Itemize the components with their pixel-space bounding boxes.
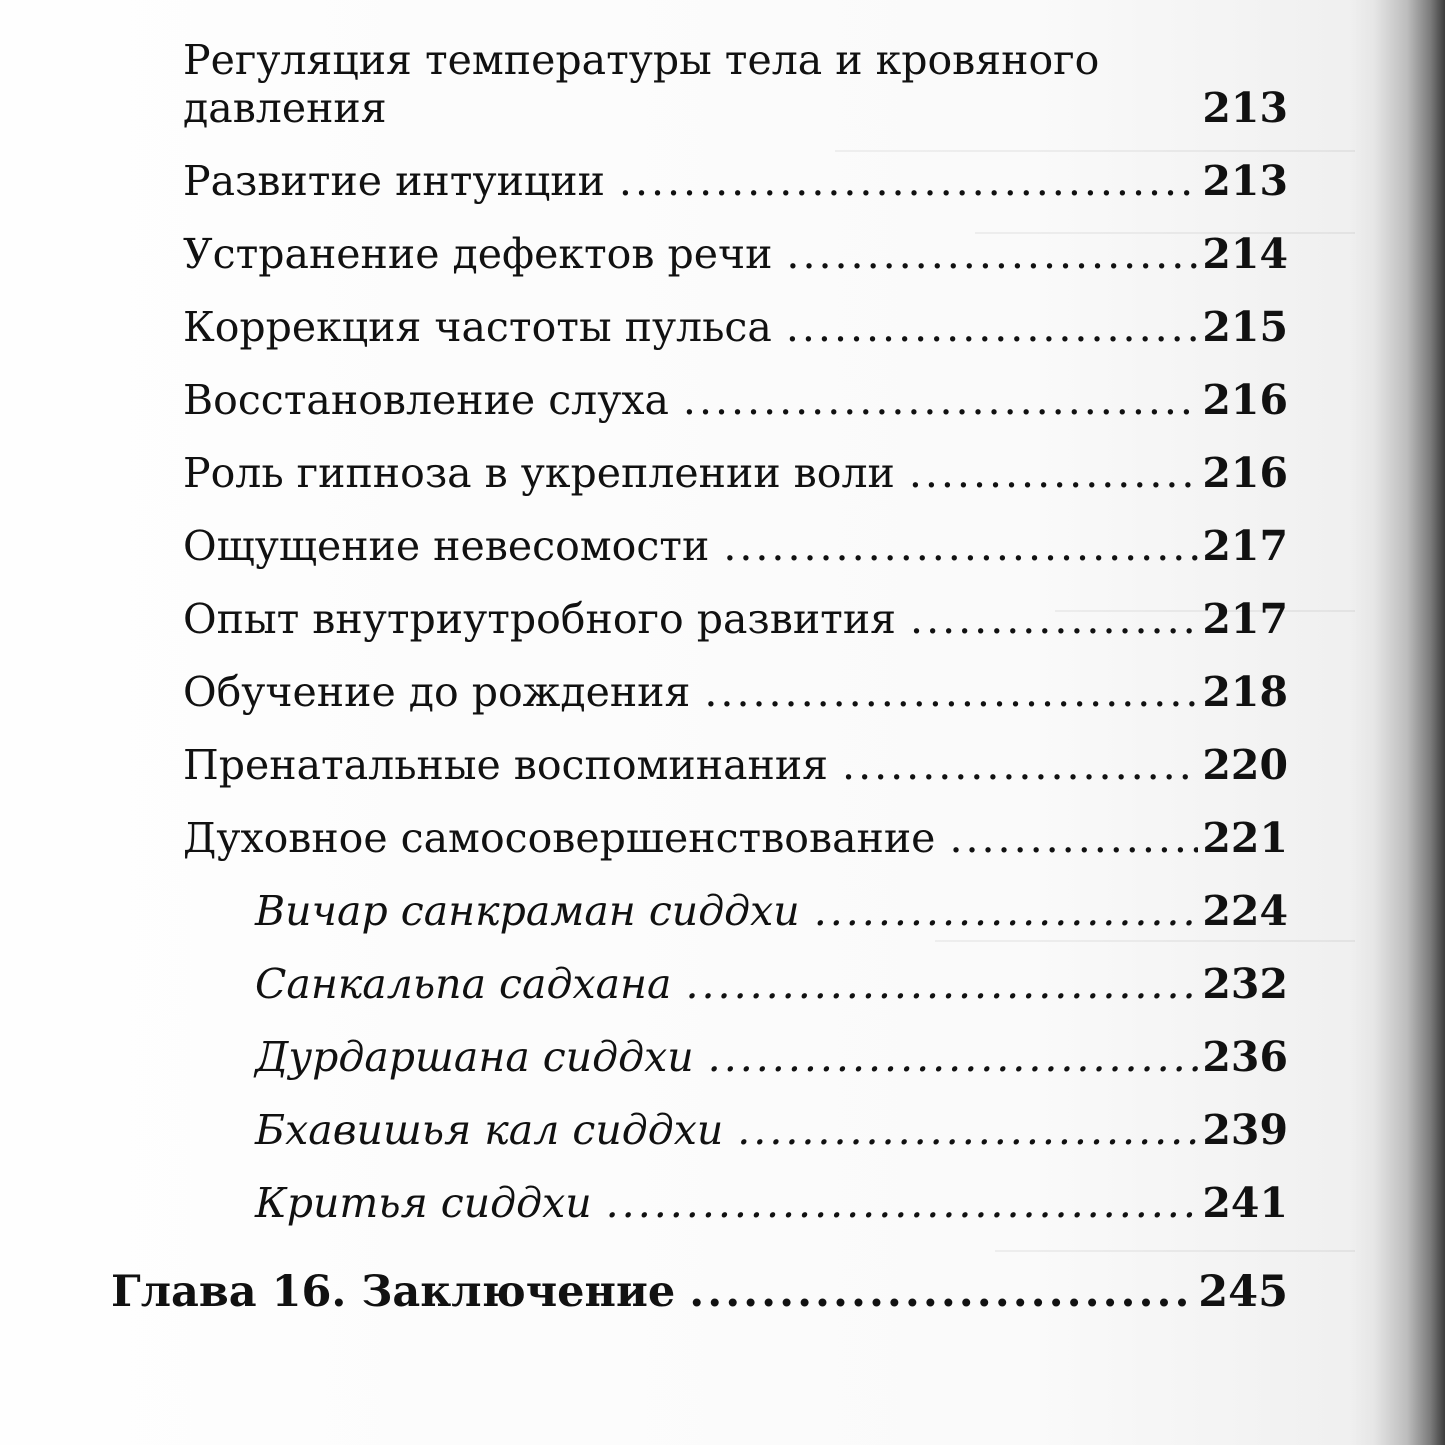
toc-entry-title: Устранение дефектов речи <box>183 230 773 278</box>
toc-subentry-page: 239 <box>1202 1106 1288 1154</box>
toc-subentry-title: Санкальпа садхана <box>255 960 672 1008</box>
toc-entry-page: 216 <box>1202 376 1288 424</box>
toc-entry[interactable] <box>183 157 1288 205</box>
toc-subentry-page: 232 <box>1202 960 1288 1008</box>
toc-entry-title: Ощущение невесомости <box>183 522 710 570</box>
toc-entry-page: 217 <box>1202 595 1288 643</box>
toc-entry-title: Духовное самосовершенствование <box>183 814 936 862</box>
toc-subentry-title: Дурдаршана сиддхи <box>255 1033 694 1081</box>
toc-entry[interactable] <box>183 376 1288 424</box>
toc-entry-title: Пренатальные воспоминания <box>183 741 829 789</box>
toc-entry-page: 213 <box>1202 84 1288 132</box>
dot-leader <box>949 818 1198 859</box>
toc-entry[interactable] <box>183 522 1288 570</box>
toc-entry-title-line2: давления <box>183 84 387 132</box>
toc-subentry[interactable] <box>183 887 1288 935</box>
toc-entry-page: 216 <box>1202 449 1288 497</box>
dot-leader <box>909 453 1199 494</box>
toc-subentry-page: 236 <box>1202 1033 1288 1081</box>
toc-subentry[interactable] <box>183 1179 1288 1227</box>
toc-subentry-title: Вичар санкраман сиддхи <box>255 887 800 935</box>
toc-entry[interactable] <box>183 595 1288 643</box>
toc-entry-title: Коррекция частоты пульса <box>183 303 772 351</box>
dot-leader <box>683 380 1198 421</box>
toc-entry-title: Восстановление слуха <box>183 376 669 424</box>
dot-leader <box>689 1272 1194 1313</box>
dot-leader <box>606 1183 1199 1224</box>
toc-entry-title-line1: Регуляция температуры тела и кровяного <box>183 36 1100 84</box>
toc-subentry[interactable] <box>183 1033 1288 1081</box>
toc-chapter-entry[interactable] <box>111 1267 1288 1317</box>
toc-entry-page: 217 <box>1202 522 1288 570</box>
dot-leader <box>723 526 1198 567</box>
toc-entry[interactable] <box>183 741 1288 789</box>
toc-chapter-page: 245 <box>1198 1267 1288 1317</box>
dot-leader <box>619 161 1198 202</box>
toc-entry-title: Опыт внутриутробного развития <box>183 595 897 643</box>
dot-leader <box>814 891 1199 932</box>
dot-leader <box>786 234 1198 275</box>
toc-entry-page: 220 <box>1202 741 1288 789</box>
toc-subentry[interactable] <box>183 960 1288 1008</box>
toc-entry-page: 215 <box>1202 303 1288 351</box>
dot-leader <box>786 307 1199 348</box>
toc-entry-title: Обучение до рождения <box>183 668 691 716</box>
toc-chapter-title: Глава 16. Заключение <box>111 1267 676 1317</box>
table-of-contents <box>111 36 1288 1345</box>
toc-entry-title: Развитие интуиции <box>183 157 605 205</box>
toc-subentry-title: Бхавишья кал сиддхи <box>255 1106 724 1154</box>
dot-leader <box>704 672 1198 713</box>
toc-subentry-page: 224 <box>1202 887 1288 935</box>
toc-entry-page: 221 <box>1202 814 1288 862</box>
page-edge-shadow <box>1350 0 1445 1445</box>
toc-entry[interactable] <box>183 449 1288 497</box>
dot-leader <box>910 599 1198 640</box>
toc-entry[interactable] <box>183 303 1288 351</box>
dot-leader <box>842 745 1198 786</box>
toc-entry-title: Роль гипноза в укреплении воли <box>183 449 895 497</box>
dot-leader <box>737 1110 1198 1151</box>
toc-subentry[interactable] <box>183 1106 1288 1154</box>
toc-subentry-page: 241 <box>1202 1179 1288 1227</box>
toc-entry[interactable] <box>183 814 1288 862</box>
dot-leader <box>685 964 1198 1005</box>
toc-entry-page: 218 <box>1202 668 1288 716</box>
toc-entry[interactable] <box>183 230 1288 278</box>
toc-entry[interactable] <box>183 668 1288 716</box>
toc-entry[interactable] <box>183 36 1288 132</box>
dot-leader <box>708 1037 1199 1078</box>
toc-entry-page: 213 <box>1202 157 1288 205</box>
toc-entry-page: 214 <box>1202 230 1288 278</box>
toc-subentry-title: Критья сиддхи <box>255 1179 592 1227</box>
